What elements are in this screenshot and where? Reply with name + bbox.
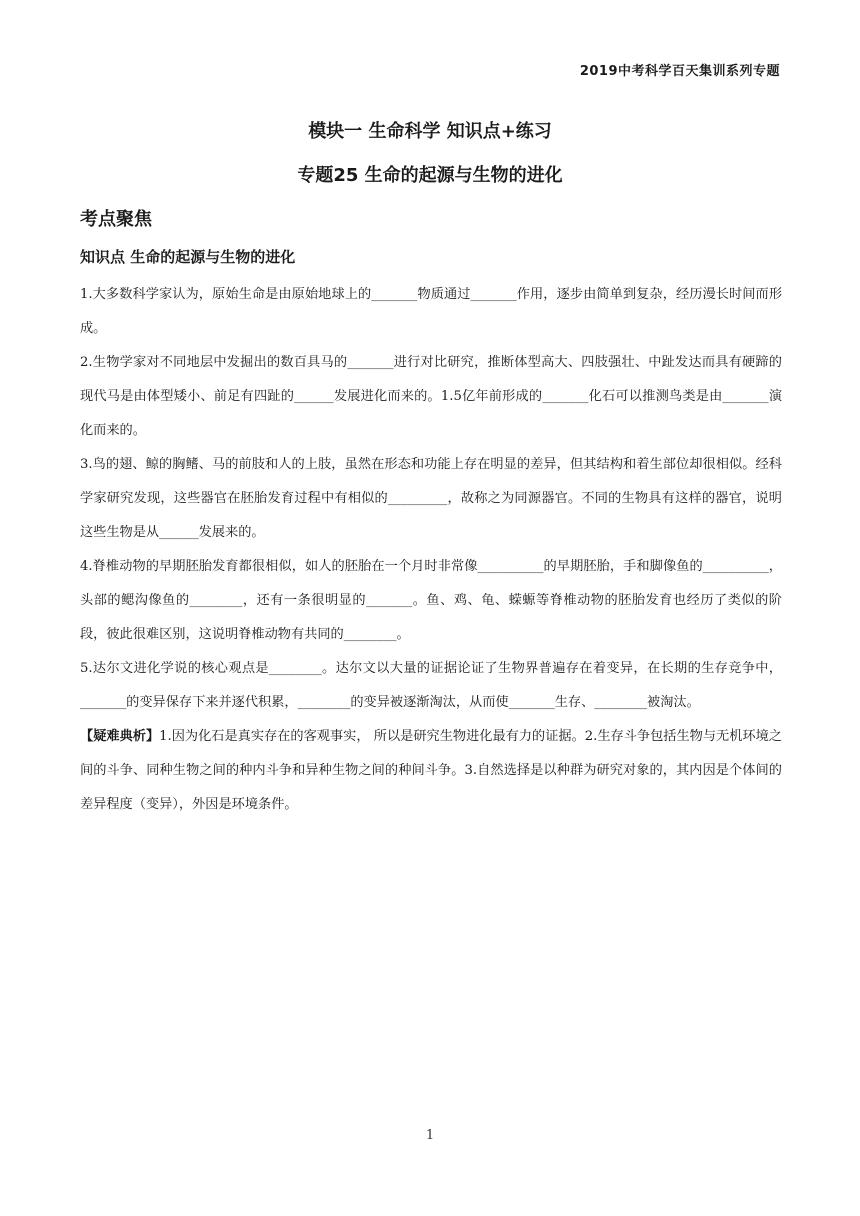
analysis-label: 【疑难典析】 bbox=[80, 729, 160, 744]
item-4: 4.脊椎动物的早期胚胎发育都很相似，如人的胚胎在一个月时非常像__________的早期胚胎，手和脚像鱼的__________，头部的鳃沟像鱼的________，还有一条很明显的_______。鱼、鸡、龟、蝾螈等脊椎动物的胚胎发育也经历了类似的阶段，彼此很难区别，这说明脊椎动物有共同的________。 bbox=[80, 559, 782, 642]
item-3: 3.鸟的翅、鲸的胸鳍、马的前肢和人的上肢，虽然在形态和功能上存在明显的差异，但其结构和着生部位却很相似。经科学家研究发现，这些器官在胚胎发育过程中有相似的_________，故称之为同源器官。不同的生物具有这样的器官，说明这些生物是从______发展来的。 bbox=[80, 457, 782, 540]
knowledge-point-heading: 知识点 生命的起源与生物的进化 bbox=[80, 248, 296, 266]
item-2: 2.生物学家对不同地层中发掘出的数百具马的_______进行对比研究，推断体型高大、四肢强壮、中趾发达而具有硬蹄的现代马是由体型矮小、前足有四趾的______发展进化而来的。1.5亿年前形成的_______化石可以推测鸟类是由_______演化而来的。 bbox=[80, 355, 782, 438]
section-heading: 考点聚焦 bbox=[80, 209, 152, 230]
topic-title: 专题25 生命的起源与生物的进化 bbox=[297, 165, 563, 186]
item-1: 1.大多数科学家认为，原始生命是由原始地球上的_______物质通过_______作用，逐步由简单到复杂，经历漫长时间而形成。 bbox=[80, 287, 782, 336]
content-body bbox=[80, 278, 782, 822]
page-header: 2019中考科学百天集训系列专题 bbox=[579, 64, 780, 79]
page-number: 1 bbox=[425, 1128, 435, 1143]
item-5: 5.达尔文进化学说的核心观点是________。达尔文以大量的证据论证了生物界普遍存在着变异，在长期的生存竞争中，_______的变异保存下来并逐代积累，________的变异被逐渐淘汰，从而使_______生存、________被淘汰。 bbox=[80, 661, 782, 710]
analysis-paragraph bbox=[80, 720, 782, 822]
module-title: 模块一 生命科学 知识点+练习 bbox=[308, 121, 552, 142]
analysis-text: 1.因为化石是真实存在的客观事实， 所以是研究生物进化最有力的证据。2.生存斗争包括生物与无机环境之间的斗争、同种生物之间的种内斗争和异种生物之间的种间斗争。3.自然选择是以种群为研究对象的，其内因是个体间的差异程度（变异），外因是环境条件。 bbox=[80, 729, 782, 812]
